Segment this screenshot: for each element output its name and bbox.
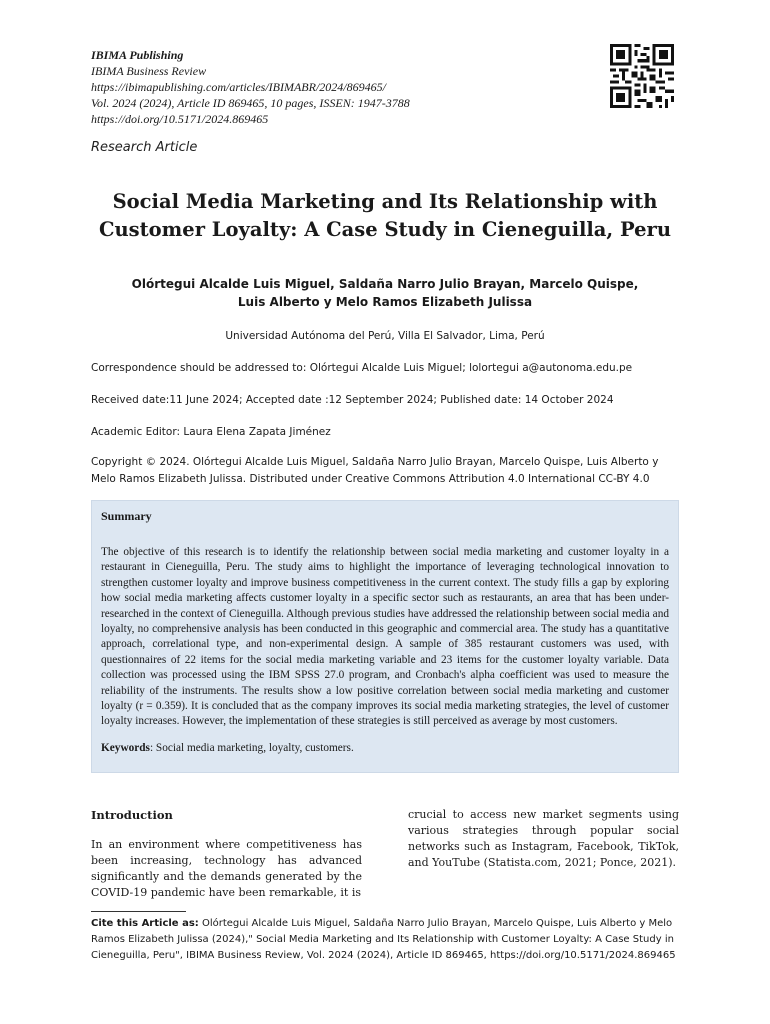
volume-info: Vol. 2024 (2024), Article ID 869465, 10 pages, ISSEN: 1947-3788 [91,96,410,110]
summary-heading: Summary [101,509,152,523]
cite-label: Cite this Article as: [91,918,199,929]
author-list [120,275,650,311]
title-line-1: Social Media Marketing and Its Relationship with [112,190,658,213]
summary-body: The objective of this research is to identify the relationship between social media marketing and customer loyalty in a restaurant in Cieneguilla, Peru. The study aims to highlight the importance of leveraging technological innovation to strengthen customer loyalty and improve business competitiveness in the current context. The study fills a gap by exploring how social media marketing affects customer loyalty in a specific sector such as restaurants, an area that has been under-researched in the context of Cieneguilla. Although previous studies have addressed the relationship between social media and loyalty, no comprehensive analysis has been conducted in this geographic and commercial area. The study has a quantitative approach, correlational type, and non-experimental design. A sample of 385 restaurant customers was used, with questionnaires of 22 items for the social media marketing variable and 23 items for the customer loyalty variable. Data collection was processed using the IBM SPSS 27.0 program, and Cronbach's alpha coefficient was used to measure the reliability of the instruments. The results show a low positive correlation between social media marketing and customer loyalty (r = 0.359). It is concluded that as the company improves its social media marketing strategies, the level of customer loyalty increases. However, the implementation of these strategies is still perceived as average by most customers. [101,546,669,728]
journal-name: IBIMA Business Review [91,64,207,78]
intro-left-column [91,807,362,901]
affiliation: Universidad Autónoma del Perú, Villa El Salvador, Lima, Perú [225,330,545,342]
publication-dates: Received date:11 June 2024; Accepted date :12 September 2024; Published date: 14 October 2024 [91,394,614,406]
article-title [91,188,679,244]
journal-header [91,47,410,127]
footnote-divider [91,911,186,912]
cite-text: Olórtegui Alcalde Luis Miguel, Saldaña Narro Julio Brayan, Marcelo Quispe, Luis Alberto y Melo Ramos Elizabeth Julissa (2024)," Social Media Marketing and Its Relationship with Customer Loyalty: A Case Study in Cieneguilla, Peru", IBIMA Business Review, Vol. 2024 (2024), Article ID 869465, https://doi.org/10.5171/2024.869465 [91,918,676,961]
correspondence: Correspondence should be addressed to: Olórtegui Alcalde Luis Miguel; lolortegui a@autonoma.edu.pe [91,362,633,374]
introduction-heading: Introduction [91,808,173,822]
keywords-text: : Social media marketing, loyalty, customers. [149,741,354,754]
qr-code-icon [610,44,674,108]
article-url[interactable]: https://ibimapublishing.com/articles/IBIMABR/2024/869465/ [91,80,386,94]
intro-paragraph-left: In an environment where competitiveness has been increasing, technology has advanced significantly and the demands generated by the COVID-19 pandemic have been remarkable, it is [91,838,362,899]
copyright-notice: Copyright © 2024. Olórtegui Alcalde Luis Miguel, Saldaña Narro Julio Brayan, Marcelo Quispe, Luis Alberto y Melo Ramos Elizabeth Julissa. Distributed under Creative Commons Attribution 4.0 International CC-BY 4.0 [91,456,659,485]
intro-right-column [408,807,679,871]
keywords-label: Keywords [101,741,150,754]
summary-box [91,500,679,773]
publisher-name: IBIMA Publishing [91,48,184,62]
doi-link[interactable]: https://doi.org/10.5171/2024.869465 [91,112,269,126]
keywords [101,741,669,756]
title-line-2: Customer Loyalty: A Case Study in Cieneguilla, Peru [98,218,671,241]
intro-paragraph-right: crucial to access new market segments using various strategies through popular social networks such as Instagram, Facebook, TikTok, and YouTube (Statista.com, 2021; Ponce, 2021). [408,808,679,869]
citation-footer [91,916,689,964]
article-type: Research Article [91,140,198,155]
authors-line-2: Luis Alberto y Melo Ramos Elizabeth Julissa [237,295,533,309]
authors-line-1: Olórtegui Alcalde Luis Miguel, Saldaña Narro Julio Brayan, Marcelo Quispe, [131,277,639,291]
academic-editor: Academic Editor: Laura Elena Zapata Jiménez [91,426,331,438]
